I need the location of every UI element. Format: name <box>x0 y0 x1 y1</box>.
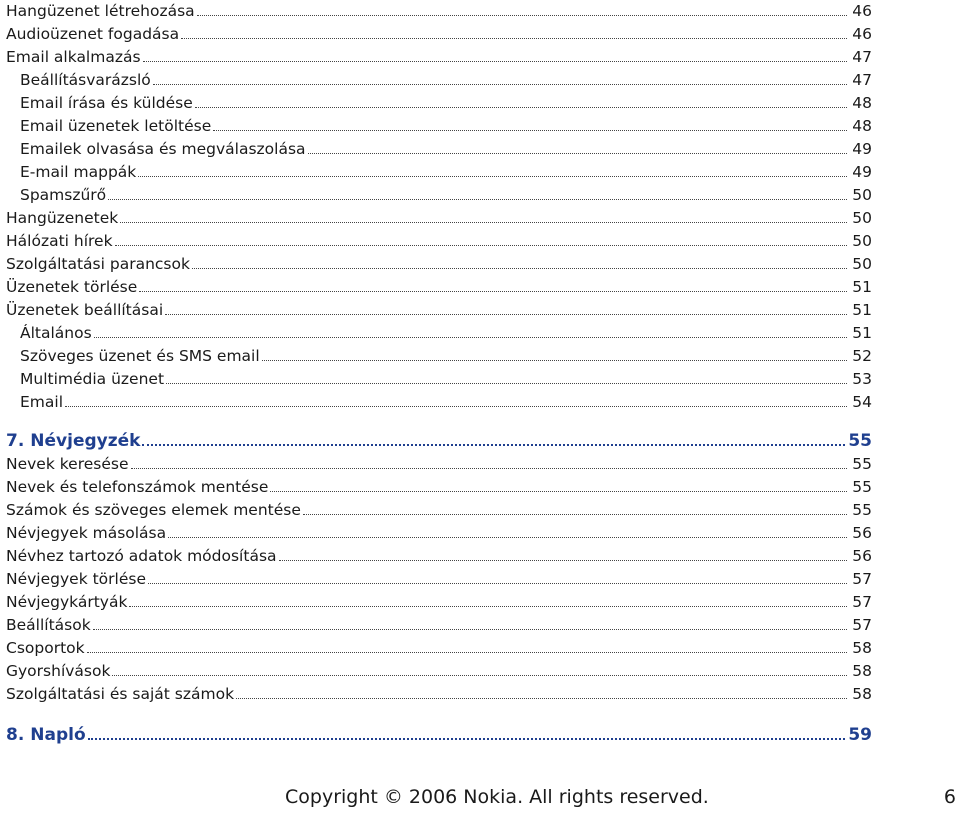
page-number: 6 <box>943 786 956 808</box>
chapter-title: Napló <box>30 725 86 745</box>
toc-entry-page: 51 <box>852 301 872 319</box>
toc-entry[interactable] <box>6 497 872 519</box>
toc-entry-page: 54 <box>852 393 872 411</box>
leader-dots <box>115 244 847 246</box>
toc-entry-page: 56 <box>852 524 872 542</box>
toc-entry-page: 50 <box>852 209 872 227</box>
leader-dots <box>65 405 847 407</box>
leader-dots <box>120 221 847 223</box>
toc-entry-page: 51 <box>852 324 872 342</box>
leader-dots <box>129 605 847 607</box>
leader-dots <box>166 382 847 384</box>
leader-dots <box>195 106 847 108</box>
toc-entry-label: Szolgáltatási és saját számok <box>6 685 235 703</box>
leader-dots <box>143 60 847 62</box>
chapter-heading-8[interactable] <box>6 720 872 744</box>
toc-entry[interactable] <box>20 182 872 204</box>
toc-entry-label: Multimédia üzenet <box>20 370 165 388</box>
toc-entry-page: 57 <box>852 616 872 634</box>
leader-dots <box>270 490 847 492</box>
leader-dots <box>153 83 847 85</box>
leader-dots <box>262 359 847 361</box>
toc-entry-label: Email írása és küldése <box>20 94 193 112</box>
toc-entry-label: Email alkalmazás <box>6 48 141 66</box>
toc-entry-page: 47 <box>852 71 872 89</box>
toc-entry-page: 58 <box>852 639 872 657</box>
leader-dots <box>87 651 847 653</box>
toc-entry-label: Emailek olvasása és megválaszolása <box>20 140 306 158</box>
toc-entry[interactable] <box>6 297 872 319</box>
toc-entry[interactable] <box>6 274 872 296</box>
toc-entry-page: 51 <box>852 278 872 296</box>
toc-entry[interactable] <box>6 0 872 20</box>
leader-dots <box>131 467 848 469</box>
leader-dots <box>213 129 847 131</box>
toc-entry-page: 48 <box>852 94 872 112</box>
toc-entry[interactable] <box>6 589 872 611</box>
toc-entry[interactable] <box>6 543 872 565</box>
toc-entry-page: 55 <box>852 455 872 473</box>
toc-entry-label: Email üzenetek letöltése <box>20 117 212 135</box>
toc-entry-page: 50 <box>852 186 872 204</box>
toc-entry[interactable] <box>20 90 872 112</box>
toc-entry-label: Spamszűrő <box>20 186 107 204</box>
toc-entry-label: Nevek keresése <box>6 455 129 473</box>
toc-entry-label: Hangüzenetek <box>6 209 119 227</box>
toc-entry-page: 46 <box>852 25 872 43</box>
toc-entry-page: 49 <box>852 140 872 158</box>
leader-dots <box>148 582 847 584</box>
leader-dots <box>112 674 847 676</box>
leader-dots <box>108 198 847 200</box>
toc-entry[interactable] <box>20 113 872 135</box>
toc-entry-label: E-mail mappák <box>20 163 137 181</box>
toc-entry-label: Hangüzenet létrehozása <box>6 2 195 20</box>
toc-entry[interactable] <box>6 228 872 250</box>
toc-entry[interactable] <box>6 474 872 496</box>
toc-entry-page: 52 <box>852 347 872 365</box>
toc-entry[interactable] <box>6 205 872 227</box>
toc-entry[interactable] <box>6 21 872 43</box>
toc-entry[interactable] <box>20 136 872 158</box>
toc-entry[interactable] <box>6 612 872 634</box>
leader-dots <box>165 313 847 315</box>
toc-entry[interactable] <box>6 451 872 473</box>
toc-entry[interactable] <box>6 566 872 588</box>
chapter-title: Névjegyzék <box>30 431 141 451</box>
toc-entry-label: Névhez tartozó adatok módosítása <box>6 547 277 565</box>
toc-entry-page: 58 <box>852 685 872 703</box>
chapter-number: 7. <box>6 431 25 451</box>
toc-entry-page: 57 <box>852 593 872 611</box>
leader-dots <box>138 175 847 177</box>
toc-entry-label: Névjegyek törlése <box>6 570 146 588</box>
chapter-page: 59 <box>848 725 872 745</box>
leader-dots <box>168 536 847 538</box>
toc-entry-label: Nevek és telefonszámok mentése <box>6 478 269 496</box>
toc-entry-page: 53 <box>852 370 872 388</box>
toc-entry-label: Hálózati hírek <box>6 232 113 250</box>
leader-dots <box>308 152 847 154</box>
leader-dots <box>303 513 847 515</box>
toc-entry[interactable] <box>20 320 872 342</box>
leader-dots <box>181 37 847 39</box>
toc-entry-page: 56 <box>852 547 872 565</box>
toc-entry-page: 58 <box>852 662 872 680</box>
toc-entry[interactable] <box>20 343 872 365</box>
toc-entry-label: Gyorshívások <box>6 662 111 680</box>
leader-dots <box>142 443 845 446</box>
toc-entry[interactable] <box>6 520 872 542</box>
leader-dots <box>192 267 847 269</box>
leader-dots <box>88 737 846 740</box>
toc-entry-page: 48 <box>852 117 872 135</box>
toc-entry-label: Számok és szöveges elemek mentése <box>6 501 301 519</box>
toc-entry-page: 46 <box>852 2 872 20</box>
toc-entry-page: 57 <box>852 570 872 588</box>
toc-entry-label: Audioüzenet fogadása <box>6 25 180 43</box>
leader-dots <box>93 628 847 630</box>
copyright-notice: Copyright © 2006 Nokia. All rights reserved. <box>285 786 709 808</box>
toc-entry-label: Email <box>20 393 64 411</box>
toc-entry[interactable] <box>6 658 872 680</box>
toc-entry-label: Beállítások <box>6 616 91 634</box>
toc-entry-page: 50 <box>852 232 872 250</box>
toc-entry[interactable] <box>6 44 872 66</box>
toc-entry[interactable] <box>6 635 872 657</box>
toc-entry[interactable] <box>20 67 872 89</box>
toc-entry-label: Beállításvarázsló <box>20 71 151 89</box>
leader-dots <box>139 290 847 292</box>
toc-entry-label: Üzenetek beállításai <box>6 301 164 319</box>
leader-dots <box>197 14 847 16</box>
chapter-heading-7[interactable] <box>6 426 872 450</box>
toc-entry-label: Névjegykártyák <box>6 593 128 611</box>
toc-entry-label: Üzenetek törlése <box>6 278 138 296</box>
toc-entry-page: 47 <box>852 48 872 66</box>
toc-entry-label: Általános <box>20 324 92 342</box>
leader-dots <box>279 559 847 561</box>
toc-entry-page: 50 <box>852 255 872 273</box>
toc-entry-page: 55 <box>852 478 872 496</box>
chapter-page: 55 <box>848 431 872 451</box>
toc-entry-label: Szolgáltatási parancsok <box>6 255 190 273</box>
toc-entry-label: Névjegyek másolása <box>6 524 167 542</box>
toc-entry[interactable] <box>20 159 872 181</box>
toc-entry[interactable] <box>6 681 872 703</box>
chapter-number: 8. <box>6 725 25 745</box>
leader-dots <box>94 336 847 338</box>
toc-entry-page: 55 <box>852 501 872 519</box>
toc-entry-label: Csoportok <box>6 639 85 657</box>
toc-entry[interactable] <box>20 389 872 411</box>
leader-dots <box>236 697 847 699</box>
toc-entry[interactable] <box>20 366 872 388</box>
page-footer <box>0 786 960 812</box>
toc-entry-label: Szöveges üzenet és SMS email <box>20 347 260 365</box>
toc-entry[interactable] <box>6 251 872 273</box>
toc-entry-page: 49 <box>852 163 872 181</box>
